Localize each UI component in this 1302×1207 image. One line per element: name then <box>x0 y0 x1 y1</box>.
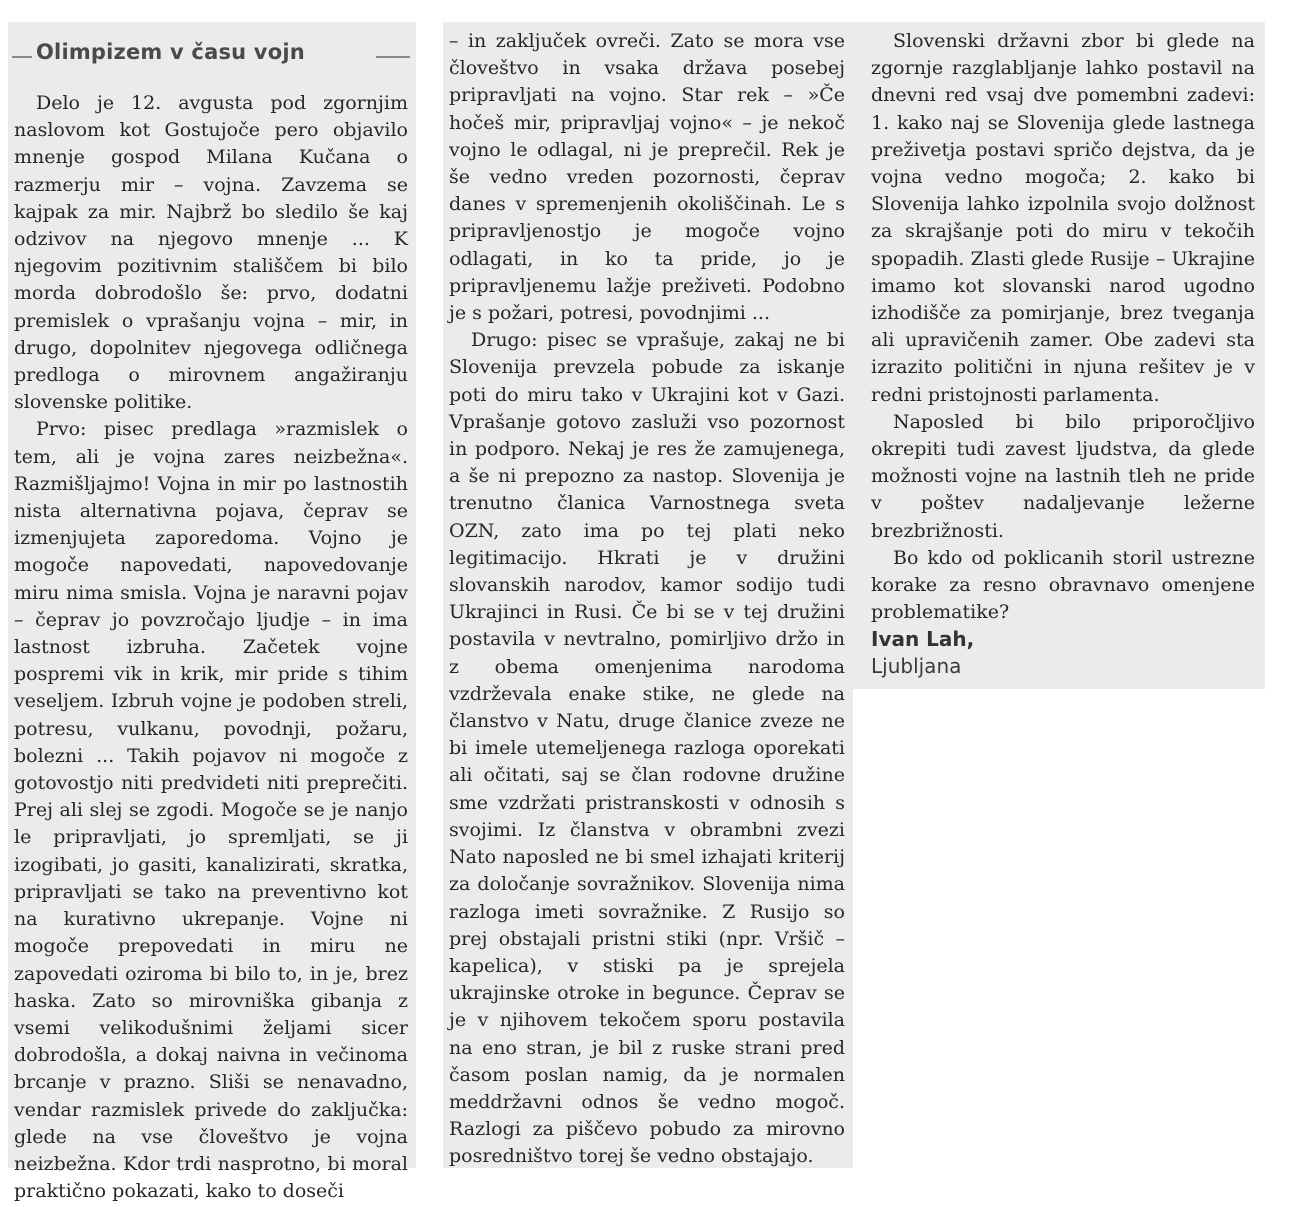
author-city: Ljubljana <box>871 654 962 679</box>
paragraph: Prvo: pisec predlaga »razmislek o tem, ali je vojna zares neizbežna«. Razmišljajmo! Vojna in mir po lastnostih nista alternativna pojava, čeprav se izmenjujeta zaporedoma. Vojno je mogoče napovedati, napovedovanje miru nima smisla. Vojna je naravni pojav – čeprav jo povzročajo ljudje – in ima lastnost izbruha. Začetek vojne pospremi vik in krik, mir pride s tihim veseljem. Izbruh vojne je podoben streli, potresu, vulkanu, povodnji, požaru, bolezni ... Takih pojavov ni mogoče z gotovostjo niti predvideti niti preprečiti. Prej ali slej se zgodi. Mogoče se je nanjo le pripravljati, jo spremljati, se ji izogibati, jo gasiti, kanalizirati, skratka, pripravljati se tako na preventivno kot na kurativno ukrepanje. Vojne ni mogoče prepovedati in miru ne zapovedati oziroma bi bilo to, in je, brez haska. Zato so mirovniška gibanja z vsemi velikodušnimi željami sicer dobrodošla, a dokaj naivna in večinoma brcanje v prazno. Sliši se nenavadno, vendar razmislek privede do zaključka: glede na vse človeštvo je vojna neizbežna. Kdor trdi nasprotno, bi moral praktično pokazati, kako to doseči <box>14 418 408 1203</box>
paragraph: Delo je 12. avgusta pod zgornjim naslovom kot Gostujoče pero objavilo mnenje gospod Milana Kučana o razmerju mir – vojna. Zavzema se kajpak za mir. Najbrž bo sledilo še kaj odzivov na njegovo mnenje ... K njegovim pozitivnim stališčem bi bilo morda dobrodošlo še: prvo, dodatni premislek o vprašanju vojna – mir, in drugo, dopolnitev njegovega odličnega predloga o mirovnem angažiranju slovenske politike. <box>14 92 408 414</box>
article-column-1 <box>8 22 416 1203</box>
paragraph: Drugo: pisec se vprašuje, zakaj ne bi Slovenija prevzela pobude za iskanje poti do miru tako v Ukrajini kot v Gazi. Vprašanje gotovo zasluži vso pozornost in podporo. Nekaj je res že zamujenega, a še ni prepozno za nastop. Slovenija je trenutno članica Varnostnega sveta OZN, zato ima po tej plati neko legitimacijo. Hkrati je v družini slovanskih narodov, kamor sodijo tudi Ukrajinci in Rusi. Če bi se v tej družini postavila v nevtralno, pomirljivo držo in z obema omenjenima narodoma vzdrževala enake stike, ne glede na članstvo v Natu, druge članice zveze ne bi imele utemeljenega razloga oporekati ali očitati, saj se član rodovne družine sme vzdržati pristranskosti v odnosih s svojimi. Iz članstva v obrambni zvezi Nato naposled ne bi smel izhajati kriterij za določanje sovražnikov. Slovenija nima razloga imeti sovražnike. Z Rusijo so prej obstajali pristni stiki (npr. Vršič – kapelica), v stiski pa je sprejela ukrajinske otroke in begunce. Čeprav se je v njihovem tekočem sporu postavila na eno stran, je bil z ruske strani pred časom poslan namig, da je normalen meddržavni odnos še vedno mogoč. Razlogi za piščevo pobudo za mirovno posredništvo torej še vedno obstajajo. <box>449 329 845 1168</box>
paragraph: Slovenski državni zbor bi glede na zgornje razglabljanje lahko postavil na dnevni red vsaj dve pomembni zadevi: 1. kako naj se Slovenija glede lastnega preživetja postavi spričo dejstva, da je vojna vedno mogoča; 2. kako bi Slovenija lahko izpolnila svojo dolžnost za skrajšanje poti do miru v tekočih spopadih. Zlasti glede Rusije – Ukrajine imamo kot slovanski narod ugodno izhodišče za pomirjanje, brez tveganja ali upravičenih zamer. Obe zadevi sta izrazito politični in njuna rešitev je v redni pristojnosti parlamenta. <box>871 30 1255 406</box>
author-name: Ivan Lah, <box>871 627 975 652</box>
article-column-3 <box>853 22 1265 689</box>
headline-rule-left <box>12 56 32 58</box>
column-3-text <box>871 28 1255 680</box>
paragraph: Bo kdo od poklicanih storil ustrezne korake za resno obravnavo omenjene problematike? <box>871 546 1255 624</box>
column-1-text <box>14 90 408 1205</box>
paragraph: Naposled bi bilo priporočljivo okrepiti tudi zavest ljudstva, da glede možnosti vojne na lastnih tleh ne pride v poštev nadaljevanje ležerne brezbrižnosti. <box>871 410 1255 542</box>
column-2-text <box>449 28 845 1171</box>
article-column-2 <box>443 22 853 1168</box>
headline-rule-right <box>376 56 410 58</box>
article-headline: Olimpizem v času vojn <box>36 40 305 64</box>
paragraph: – in zaključek ovreči. Zato se mora vse človeštvo in vsaka država posebej pripravljati na vojno. Star rek – »Če hočeš mir, pripravljaj vojno« – je nekoč vojno le odlagal, ni je preprečil. Rek je še vedno vreden pozornosti, čeprav danes v spremenjenih okoliščinah. Le s pripravljenostjo je mogoče vojno odlagati, in ko ta pride, jo je pripravljenemu lažje preživeti. Podobno je s požari, potresi, povodnjimi ... <box>449 30 845 325</box>
